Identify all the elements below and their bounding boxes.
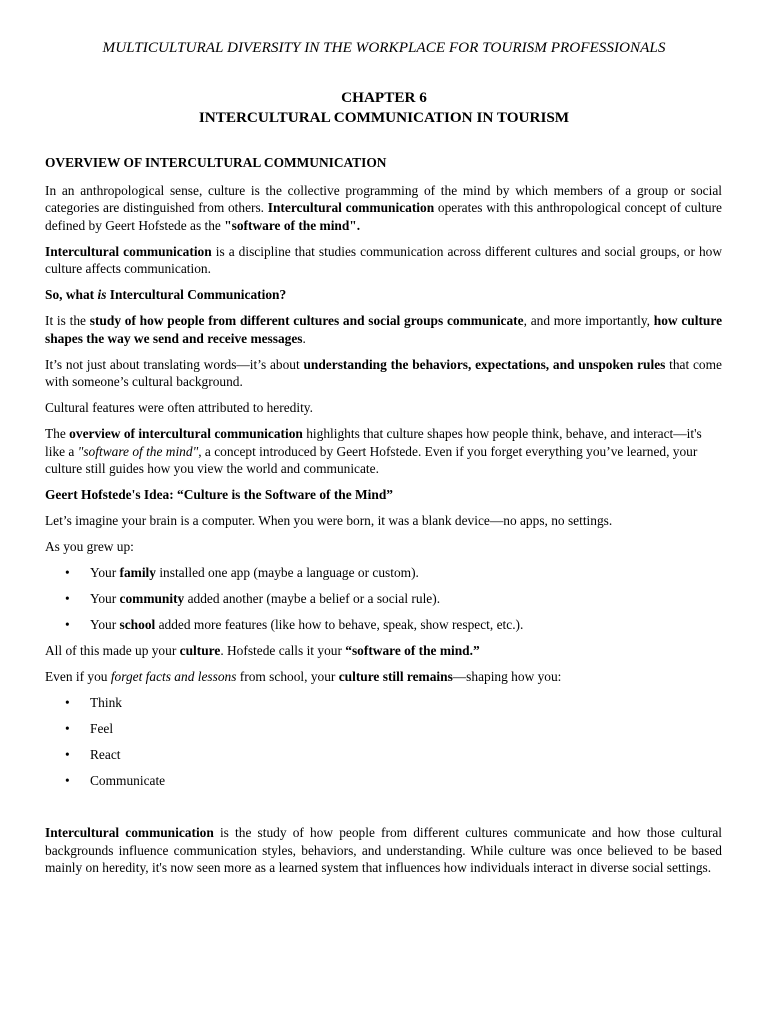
bullet-icon: • xyxy=(65,591,70,606)
list-item: • Communicate xyxy=(65,773,166,788)
paragraph-culture-definition: In an anthropological sense, culture is the collective programming of the mind by which members of a group or social categories are distinguished from others. Intercultural communication operates with this anthropological concept of culture defined by Geert Hofstede as the "software of the mind". xyxy=(45,182,722,233)
paragraph-even-if: Even if you forget facts and lessons from school, your culture still remains—shaping how you: xyxy=(45,669,562,684)
list-influences xyxy=(45,564,722,634)
list-item: • Feel xyxy=(65,721,114,736)
paragraph-discipline: Intercultural communication is a discipline that studies communication across different cultures and social groups, or how culture affects communication. xyxy=(45,243,722,276)
question-heading: So, what is Intercultural Communication? xyxy=(45,287,287,302)
list-item: • Your community added another (maybe a belief or a social rule). xyxy=(65,591,441,606)
bullet-icon: • xyxy=(65,695,70,710)
paragraph-heredity: Cultural features were often attributed to heredity. xyxy=(45,400,313,415)
spacer xyxy=(45,798,722,824)
paragraph-grew-up: As you grew up: xyxy=(45,539,134,554)
chapter-title: INTERCULTURAL COMMUNICATION IN TOURISM xyxy=(198,109,570,126)
list-item: • Think xyxy=(65,695,122,710)
bullet-icon: • xyxy=(65,773,70,788)
body-content xyxy=(45,154,722,885)
paragraph-summary: Intercultural communication is the study of how people from different cultures communicate and how those cultural backgrounds influence communication styles, behaviors, and understanding. While culture was once believed to be based mainly on heredity, it's now seen more as a learned system that influences how individuals interact in diverse social settings. xyxy=(45,825,722,875)
section-title: OVERVIEW OF INTERCULTURAL COMMUNICATION xyxy=(45,155,387,170)
paragraph-culture-made: All of this made up your culture. Hofstede calls it your “software of the mind.” xyxy=(45,643,480,658)
paragraph-not-translating: It’s not just about translating words—it’s about understanding the behaviors, expectations, and unspoken rules that come with someone’s cultural background. xyxy=(45,356,722,389)
list-item: • React xyxy=(65,747,121,762)
running-header: MULTICULTURAL DIVERSITY IN THE WORKPLACE FOR TOURISM PROFESSIONALS xyxy=(102,39,666,56)
paragraph-brain-computer: Let’s imagine your brain is a computer. When you were born, it was a blank device—no apps, no settings. xyxy=(45,513,613,528)
list-item: • Your school added more features (like how to behave, speak, show respect, etc.). xyxy=(65,617,524,632)
hofstede-heading: Geert Hofstede's Idea: “Culture is the Software of the Mind” xyxy=(45,487,393,502)
paragraph-overview: The overview of intercultural communication highlights that culture shapes how people think, behave, and interact—it's like a "software of the mind", a concept introduced by Geert Hofstede. Even if you forget everything you’ve learned, your culture still guides how you view the world and communicate. xyxy=(45,426,702,476)
chapter-heading xyxy=(0,88,768,128)
bullet-icon: • xyxy=(65,565,70,580)
bullet-icon: • xyxy=(65,721,70,736)
list-shaping xyxy=(45,694,722,790)
bullet-icon: • xyxy=(65,617,70,632)
list-item: • Your family installed one app (maybe a language or custom). xyxy=(65,565,419,580)
paragraph-study: It is the study of how people from different cultures and social groups communicate, and more importantly, how culture shapes the way we send and receive messages. xyxy=(45,313,723,346)
chapter-number: CHAPTER 6 xyxy=(341,89,427,106)
bullet-icon: • xyxy=(65,747,70,762)
